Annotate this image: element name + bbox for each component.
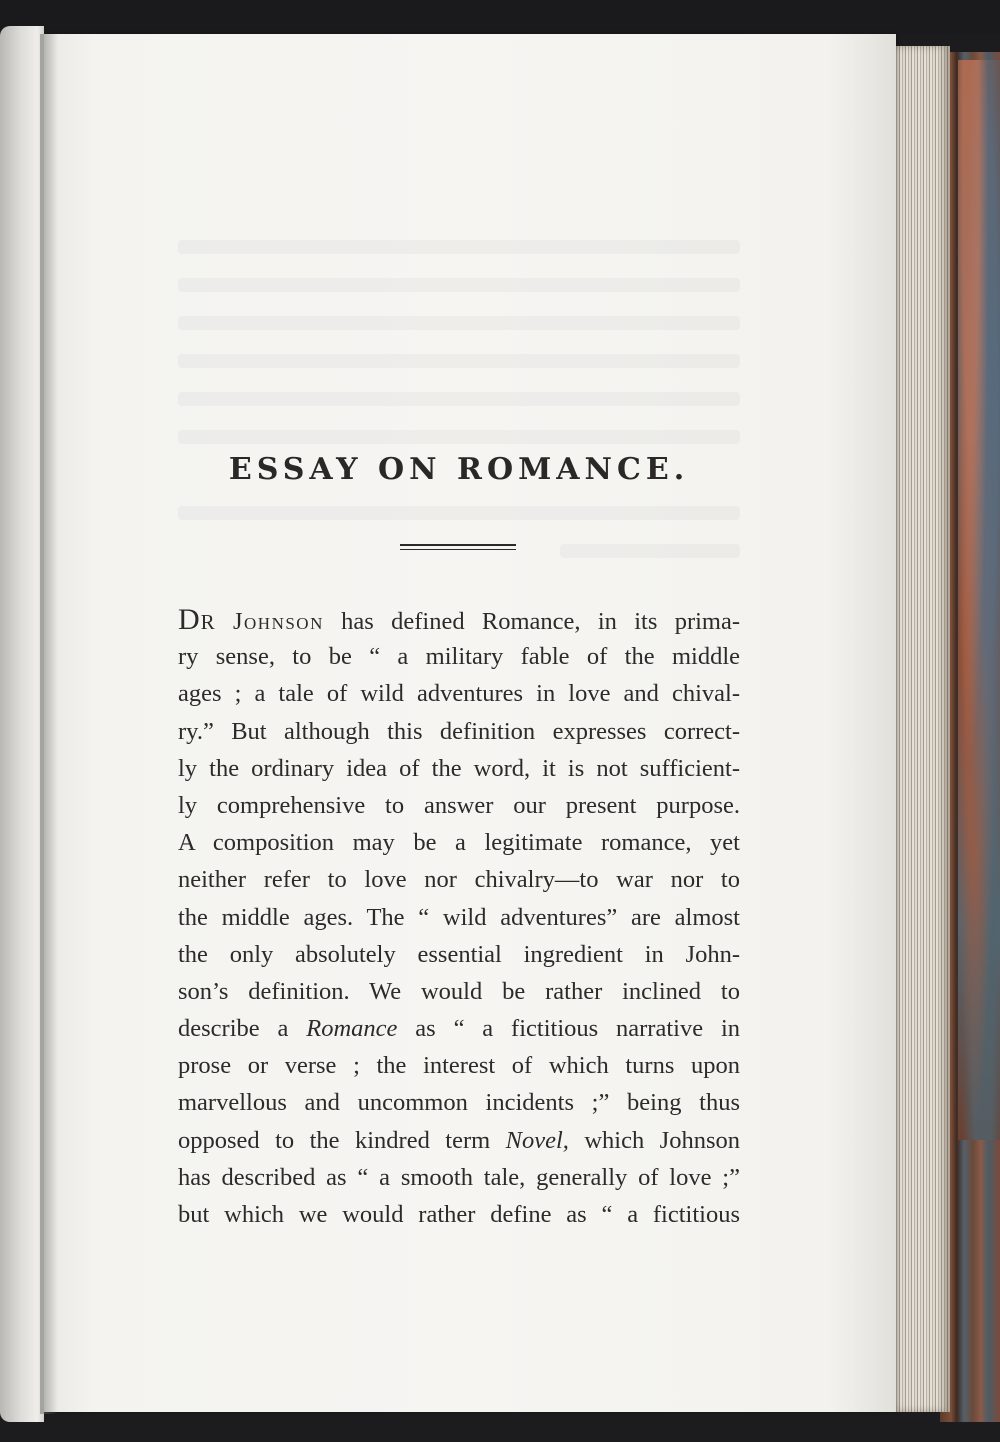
italic-term-romance: Romance [306, 1015, 398, 1043]
text-line: has described as “ a smooth tale, generally of love ;” [178, 1163, 740, 1191]
text-line: ry sense, to be “ a military fable of the middle [178, 643, 740, 671]
facing-page-edge [0, 26, 44, 1422]
opening-name: Johnson [232, 608, 324, 635]
page-edges [888, 46, 950, 1412]
text-line: ry.” But although this definition expresses correct- [178, 717, 740, 745]
essay-body [178, 601, 740, 1233]
text-line: son’s definition. We would be rather inclined to [178, 977, 740, 1005]
text-line-content: which Johnson [568, 1126, 740, 1154]
text-line: A composition may be a legitimate romance, yet [178, 829, 740, 857]
essay-title: ESSAY ON ROMANCE. [228, 452, 690, 487]
title-rule-thick [400, 544, 516, 546]
text-line: but which we would rather define as “ a fictitious [178, 1201, 740, 1228]
text-line: marvellous and uncommon incidents ;” being thus [178, 1089, 740, 1117]
background-top [0, 0, 1000, 34]
title-rule-thin [400, 549, 516, 550]
text-line: ly comprehensive to answer our present purpose. [178, 791, 740, 819]
text-line [178, 601, 740, 638]
text-line-content: opposed to the kindred term [178, 1126, 506, 1154]
text-line: the middle ages. The “ wild adventures” are almost [178, 903, 740, 931]
opening-dropcap: Dr [178, 603, 216, 636]
text-line: the only absolutely essential ingredient in John- [178, 940, 740, 968]
page-gutter-shadow [40, 34, 58, 1414]
text-line: neither refer to love nor chivalry—to war nor to [178, 866, 740, 894]
marbled-cover-edge [958, 60, 1000, 1140]
text-line [178, 1122, 740, 1159]
text-line: prose or verse ; the interest of which turns upon [178, 1052, 740, 1080]
text-line-content: as “ a fictitious narrative in [397, 1015, 741, 1043]
text-line: ly the ordinary idea of the word, it is not sufficient- [178, 754, 740, 782]
text-line [178, 1010, 740, 1047]
text-line-content: describe a [178, 1015, 307, 1043]
italic-term-novel: Novel, [505, 1126, 569, 1154]
text-line-content: has defined Romance, in its prima- [323, 608, 741, 635]
text-line: ages ; a tale of wild adventures in love and chival- [178, 680, 740, 708]
